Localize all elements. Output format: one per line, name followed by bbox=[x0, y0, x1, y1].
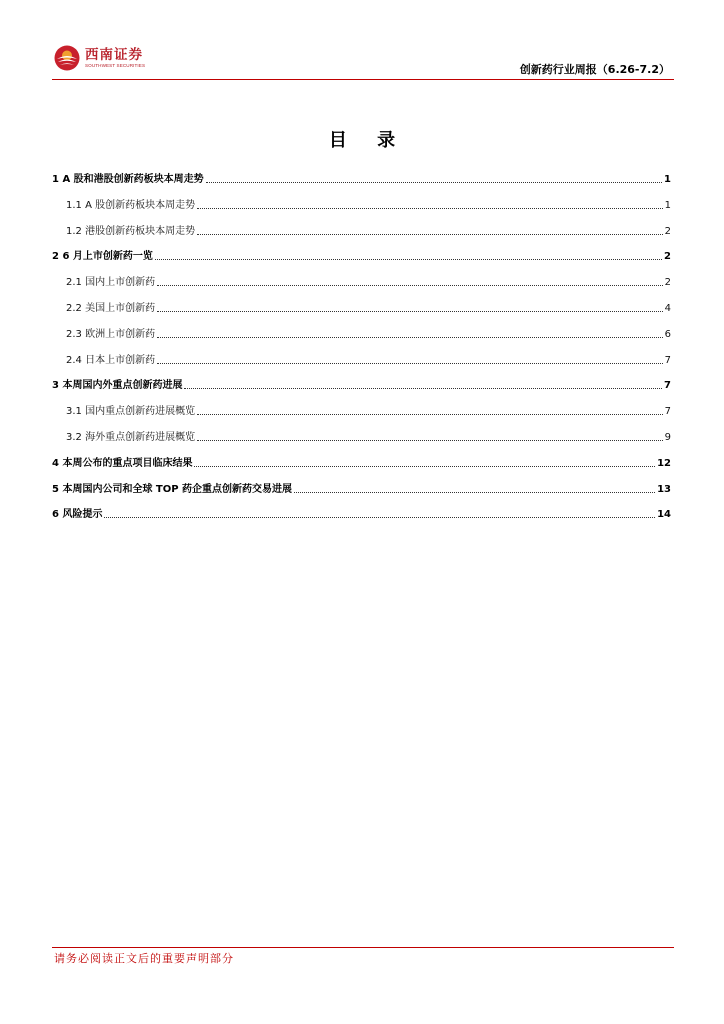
toc-dot-leader bbox=[294, 492, 655, 493]
toc-entry-label: 2.1 国内上市创新药 bbox=[66, 277, 156, 288]
toc-entry-page-number: 9 bbox=[664, 432, 671, 443]
toc-entry-label: 4 本周公布的重点项目临床结果 bbox=[52, 458, 193, 469]
logo-english-name: SOUTHWEST SECURITIES bbox=[85, 63, 146, 68]
toc-entry-label: 3 本周国内外重点创新药进展 bbox=[52, 380, 183, 391]
toc-dot-leader bbox=[155, 259, 662, 260]
toc-entry-label: 2.2 美国上市创新药 bbox=[66, 303, 156, 314]
toc-entry-page-number: 14 bbox=[657, 509, 671, 520]
toc-entry[interactable] bbox=[52, 327, 671, 341]
toc-dot-leader bbox=[157, 285, 663, 286]
toc-entry-page-number: 2 bbox=[664, 226, 671, 237]
company-logo bbox=[54, 41, 145, 75]
toc-entry[interactable] bbox=[52, 378, 671, 392]
toc-dot-leader bbox=[197, 234, 663, 235]
toc-entry[interactable] bbox=[52, 172, 671, 186]
toc-entry-label: 2.3 欧洲上市创新药 bbox=[66, 329, 156, 340]
toc-entry[interactable] bbox=[52, 275, 671, 289]
toc-entry-label: 2 6 月上市创新药一览 bbox=[52, 251, 153, 262]
toc-entry[interactable] bbox=[52, 198, 671, 212]
toc-dot-leader bbox=[197, 440, 663, 441]
toc-dot-leader bbox=[197, 414, 663, 415]
header-divider bbox=[52, 79, 674, 80]
toc-entry-page-number: 7 bbox=[664, 406, 671, 417]
footer-disclaimer: 请务必阅读正文后的重要声明部分 bbox=[54, 952, 234, 965]
toc-entry-page-number: 2 bbox=[664, 251, 671, 262]
toc-entry[interactable] bbox=[52, 353, 671, 367]
footer-divider bbox=[52, 947, 674, 948]
toc-entry-label: 2.4 日本上市创新药 bbox=[66, 355, 156, 366]
toc-entry-label: 6 风险提示 bbox=[52, 509, 103, 520]
toc-dot-leader bbox=[157, 363, 663, 364]
southwest-securities-logo-icon bbox=[54, 45, 80, 71]
toc-entry-label: 3.1 国内重点创新药进展概览 bbox=[66, 406, 196, 417]
toc-entry[interactable] bbox=[52, 482, 671, 496]
toc-entry-label: 1.1 A 股创新药板块本周走势 bbox=[66, 200, 196, 211]
toc-entry-label: 3.2 海外重点创新药进展概览 bbox=[66, 432, 196, 443]
toc-title: 目 录 bbox=[328, 130, 408, 151]
toc-entry-page-number: 13 bbox=[657, 484, 671, 495]
toc-dot-leader bbox=[197, 208, 663, 209]
toc-entry-page-number: 2 bbox=[664, 277, 671, 288]
toc-entry-label: 1.2 港股创新药板块本周走势 bbox=[66, 226, 196, 237]
toc-entry[interactable] bbox=[52, 301, 671, 315]
toc-dot-leader bbox=[184, 388, 662, 389]
toc-entry[interactable] bbox=[52, 249, 671, 263]
toc-entry-page-number: 12 bbox=[657, 458, 671, 469]
toc-entry[interactable] bbox=[52, 430, 671, 444]
toc-entry-page-number: 1 bbox=[664, 174, 671, 185]
toc-entry-label: 5 本周国内公司和全球 TOP 药企重点创新药交易进展 bbox=[52, 484, 293, 495]
toc-entry[interactable] bbox=[52, 224, 671, 238]
report-title: 创新药行业周报（6.26-7.2） bbox=[519, 63, 670, 76]
toc-entry-page-number: 7 bbox=[664, 355, 671, 366]
toc-entry-label: 1 A 股和港股创新药板块本周走势 bbox=[52, 174, 204, 185]
toc-dot-leader bbox=[104, 517, 655, 518]
toc-entry-page-number: 7 bbox=[664, 380, 671, 391]
toc-entry[interactable] bbox=[52, 507, 671, 521]
toc-entry[interactable] bbox=[52, 404, 671, 418]
logo-chinese-name: 西南证券 bbox=[85, 47, 143, 63]
toc-dot-leader bbox=[157, 311, 663, 312]
toc-dot-leader bbox=[157, 337, 663, 338]
toc-entry[interactable] bbox=[52, 456, 671, 470]
toc-entry-page-number: 6 bbox=[664, 329, 671, 340]
toc-dot-leader bbox=[206, 182, 662, 183]
toc-entry-page-number: 1 bbox=[664, 200, 671, 211]
toc-entry-page-number: 4 bbox=[664, 303, 671, 314]
toc-dot-leader bbox=[194, 466, 655, 467]
